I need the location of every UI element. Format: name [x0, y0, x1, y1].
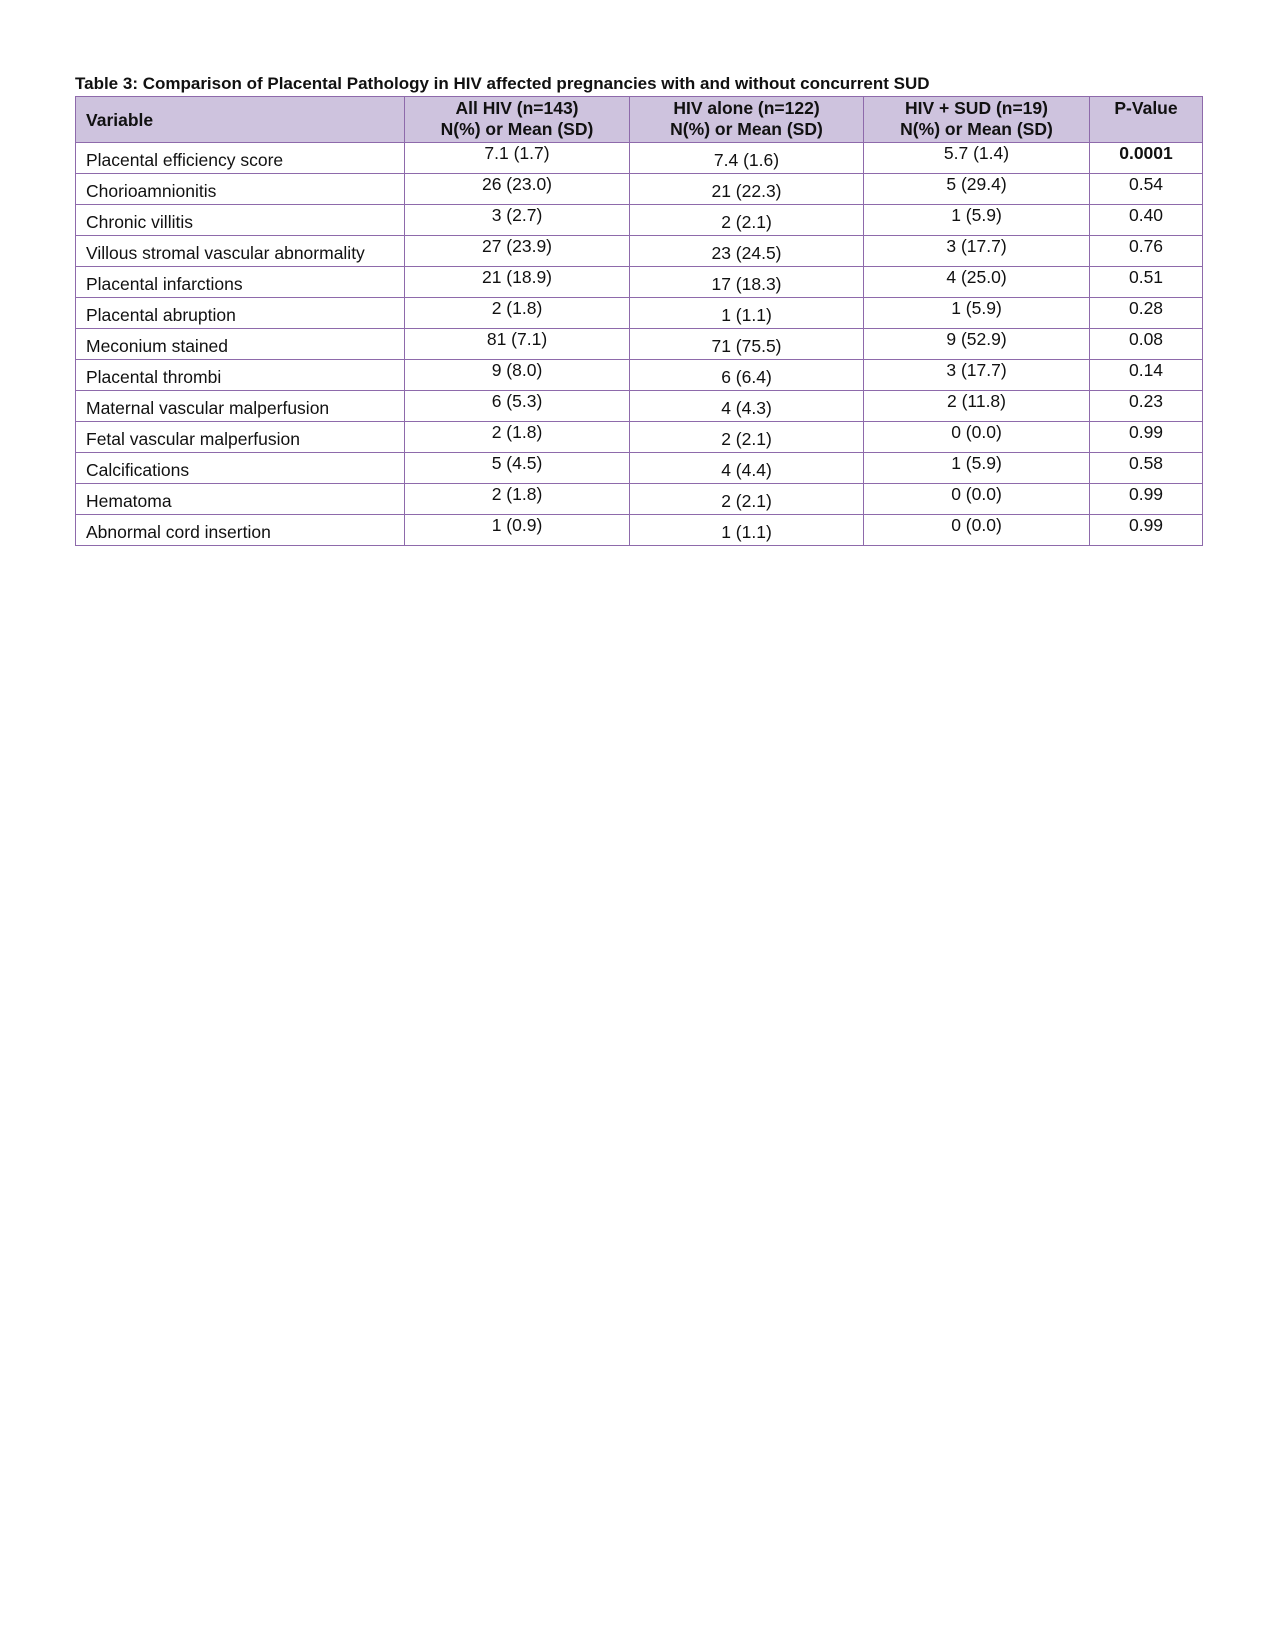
table-row	[76, 174, 1203, 205]
cell-all-hiv: 7.1 (1.7)	[405, 143, 630, 174]
header-hiv-alone-group: HIV alone (n=122)	[673, 98, 820, 118]
cell-p-value: 0.99	[1090, 484, 1203, 515]
cell-all-hiv: 6 (5.3)	[405, 391, 630, 422]
cell-hiv-alone: 21 (22.3)	[630, 174, 864, 205]
header-hiv-alone	[630, 97, 864, 143]
cell-hiv-alone: 71 (75.5)	[630, 329, 864, 360]
cell-all-hiv: 9 (8.0)	[405, 360, 630, 391]
cell-hiv-alone: 2 (2.1)	[630, 484, 864, 515]
table-row	[76, 267, 1203, 298]
cell-variable: Calcifications	[76, 453, 405, 484]
table-row	[76, 453, 1203, 484]
table-row	[76, 298, 1203, 329]
cell-hiv-alone: 4 (4.3)	[630, 391, 864, 422]
cell-p-value: 0.58	[1090, 453, 1203, 484]
header-p-value: P-Value	[1090, 97, 1203, 143]
cell-hiv-sud: 1 (5.9)	[864, 453, 1090, 484]
cell-variable: Hematoma	[76, 484, 405, 515]
cell-all-hiv: 2 (1.8)	[405, 422, 630, 453]
table-row	[76, 360, 1203, 391]
pathology-table	[75, 96, 1203, 546]
cell-p-value: 0.76	[1090, 236, 1203, 267]
cell-p-value: 0.23	[1090, 391, 1203, 422]
table-row	[76, 391, 1203, 422]
cell-hiv-alone: 23 (24.5)	[630, 236, 864, 267]
cell-hiv-sud: 5.7 (1.4)	[864, 143, 1090, 174]
cell-variable: Chronic villitis	[76, 205, 405, 236]
header-hiv-sud-group: HIV + SUD (n=19)	[905, 98, 1048, 118]
cell-hiv-sud: 1 (5.9)	[864, 205, 1090, 236]
cell-variable: Abnormal cord insertion	[76, 515, 405, 546]
table-title: Table 3: Comparison of Placental Pathology in HIV affected pregnancies with and without concurrent SUD	[75, 74, 930, 93]
cell-p-value: 0.40	[1090, 205, 1203, 236]
header-all-hiv-group: All HIV (n=143)	[455, 98, 579, 118]
table-body	[76, 143, 1203, 546]
table-header-row	[76, 97, 1203, 143]
cell-p-value: 0.08	[1090, 329, 1203, 360]
cell-hiv-alone: 17 (18.3)	[630, 267, 864, 298]
cell-hiv-sud: 0 (0.0)	[864, 422, 1090, 453]
cell-hiv-sud: 5 (29.4)	[864, 174, 1090, 205]
cell-variable: Chorioamnionitis	[76, 174, 405, 205]
table-row	[76, 515, 1203, 546]
cell-hiv-alone: 2 (2.1)	[630, 422, 864, 453]
cell-all-hiv: 2 (1.8)	[405, 298, 630, 329]
cell-all-hiv: 26 (23.0)	[405, 174, 630, 205]
table-row	[76, 143, 1203, 174]
cell-all-hiv: 81 (7.1)	[405, 329, 630, 360]
header-variable: Variable	[76, 97, 405, 143]
cell-p-value: 0.51	[1090, 267, 1203, 298]
cell-variable: Villous stromal vascular abnormality	[76, 236, 405, 267]
cell-hiv-alone: 1 (1.1)	[630, 298, 864, 329]
cell-p-value: 0.14	[1090, 360, 1203, 391]
table-row	[76, 205, 1203, 236]
cell-hiv-sud: 3 (17.7)	[864, 360, 1090, 391]
table-row	[76, 422, 1203, 453]
cell-hiv-alone: 1 (1.1)	[630, 515, 864, 546]
cell-hiv-alone: 7.4 (1.6)	[630, 143, 864, 174]
cell-variable: Maternal vascular malperfusion	[76, 391, 405, 422]
cell-hiv-alone: 2 (2.1)	[630, 205, 864, 236]
header-hiv-sud-units: N(%) or Mean (SD)	[900, 119, 1053, 139]
cell-p-value: 0.54	[1090, 174, 1203, 205]
cell-hiv-sud: 1 (5.9)	[864, 298, 1090, 329]
cell-variable: Fetal vascular malperfusion	[76, 422, 405, 453]
cell-all-hiv: 21 (18.9)	[405, 267, 630, 298]
cell-all-hiv: 27 (23.9)	[405, 236, 630, 267]
header-all-hiv-units: N(%) or Mean (SD)	[440, 119, 594, 139]
cell-p-value: 0.99	[1090, 515, 1203, 546]
cell-all-hiv: 5 (4.5)	[405, 453, 630, 484]
cell-p-value: 0.99	[1090, 422, 1203, 453]
cell-hiv-sud: 2 (11.8)	[864, 391, 1090, 422]
cell-p-value: 0.28	[1090, 298, 1203, 329]
cell-hiv-sud: 0 (0.0)	[864, 515, 1090, 546]
header-hiv-alone-units: N(%) or Mean (SD)	[670, 119, 823, 139]
table-row	[76, 329, 1203, 360]
cell-variable: Meconium stained	[76, 329, 405, 360]
cell-variable: Placental efficiency score	[76, 143, 405, 174]
table-row	[76, 484, 1203, 515]
header-all-hiv	[405, 97, 630, 143]
cell-hiv-alone: 4 (4.4)	[630, 453, 864, 484]
cell-hiv-sud: 9 (52.9)	[864, 329, 1090, 360]
cell-variable: Placental abruption	[76, 298, 405, 329]
header-hiv-sud	[864, 97, 1090, 143]
cell-variable: Placental thrombi	[76, 360, 405, 391]
cell-all-hiv: 2 (1.8)	[405, 484, 630, 515]
cell-variable: Placental infarctions	[76, 267, 405, 298]
cell-hiv-alone: 6 (6.4)	[630, 360, 864, 391]
cell-hiv-sud: 0 (0.0)	[864, 484, 1090, 515]
table-row	[76, 236, 1203, 267]
cell-hiv-sud: 3 (17.7)	[864, 236, 1090, 267]
cell-all-hiv: 3 (2.7)	[405, 205, 630, 236]
cell-p-value: 0.0001	[1090, 143, 1203, 174]
cell-all-hiv: 1 (0.9)	[405, 515, 630, 546]
cell-hiv-sud: 4 (25.0)	[864, 267, 1090, 298]
